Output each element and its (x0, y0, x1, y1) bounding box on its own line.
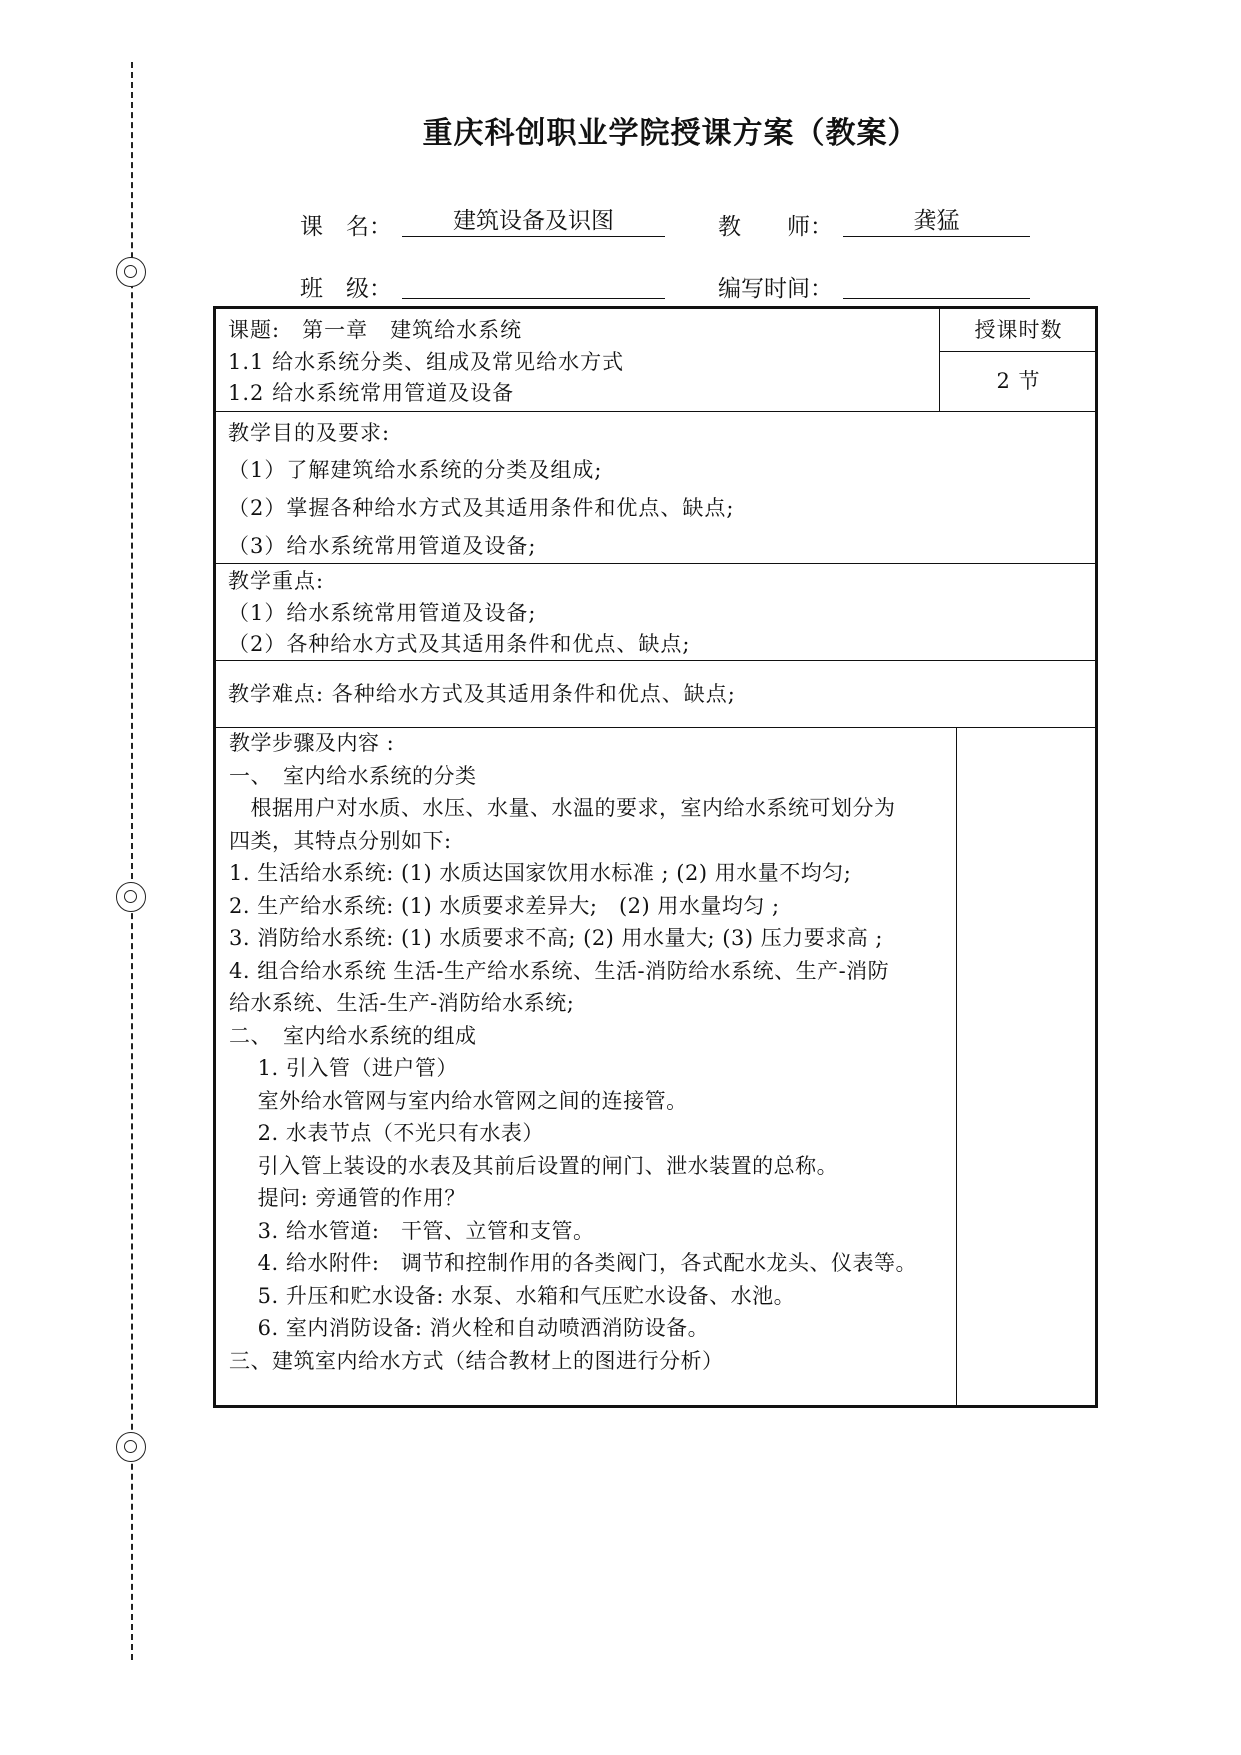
steps-line: 二、 室内给水系统的组成 (229, 1023, 477, 1048)
steps-line: 2. 水表节点（不光只有水表） (229, 1121, 544, 1145)
hours-value: 2 节 (996, 369, 1041, 393)
topic-section-1: 1.1 给水系统分类、组成及常见给水方式 (228, 350, 625, 374)
date-label: 编写时间： (718, 276, 833, 302)
course-label: 课 名： (300, 214, 392, 240)
steps-line: 一、 室内给水系统的分类 (229, 763, 477, 788)
steps-line: 5. 升压和贮水设备: 水泵、水箱和气压贮水设备、水池。 (229, 1283, 796, 1308)
steps-line: 四类，其特点分别如下: (229, 828, 452, 853)
steps-line: 3. 给水管道: 干管、立管和支管。 (229, 1218, 595, 1243)
steps-line: 三、建筑室内给水方式（结合教材上的图进行分析） (229, 1348, 724, 1373)
class-label: 班 级： (300, 276, 392, 302)
steps-line: 引入管上装设的水表及其前后设置的闸门、泄水装置的总称。 (229, 1153, 839, 1178)
steps-line: 6. 室内消防设备: 消火栓和自动喷洒消防设备。 (229, 1316, 710, 1340)
row-divider (216, 563, 1095, 564)
topic-section-2: 1.2 给水系统常用管道及设备 (228, 381, 515, 405)
objective-item: （3）给水系统常用管道及设备; (228, 534, 537, 558)
steps-line: 3. 消防给水系统: (1) 水质要求不高; (2) 用水量大; (3) 压力要求高 ; (229, 926, 883, 950)
row-divider (216, 660, 1095, 661)
row-divider (216, 411, 1095, 412)
teacher-value: 龚猛 (843, 206, 1030, 237)
hours-label: 授课时数 (974, 318, 1063, 342)
binding-hole-icon (116, 882, 146, 912)
binding-dashed-line (131, 62, 133, 1660)
steps-cell (229, 727, 917, 1377)
difficulty-text: 教学难点: 各种给水方式及其适用条件和优点、缺点; (228, 682, 736, 706)
steps-line: 4. 给水附件: 调节和控制作用的各类阀门，各式配水龙头、仪表等。 (229, 1251, 917, 1275)
steps-line: 根据用户对水质、水压、水量、水温的要求，室内给水系统可划分为 (229, 796, 896, 820)
lesson-plan-table (213, 306, 1098, 1408)
topic-title: 课题: 第一章 建筑给水系统 (228, 318, 523, 342)
steps-line: 教学步骤及内容 : (229, 731, 395, 755)
objective-item: （2）掌握各种给水方式及其适用条件和优点、缺点; (228, 496, 735, 520)
date-value (843, 268, 1030, 299)
steps-line: 4. 组合给水系统 生活-生产给水系统、生活-消防给水系统、生产-消防 (229, 958, 890, 983)
steps-line: 提问: 旁通管的作用？ (229, 1186, 466, 1210)
steps-line: 给水系统、生活-生产-消防给水系统; (229, 991, 575, 1015)
steps-side-divider (956, 727, 957, 1408)
key-points-heading: 教学重点: (228, 569, 325, 593)
steps-line: 2. 生产给水系统: (1) 水质要求差异大; (2) 用水量均匀 ; (229, 893, 780, 918)
key-point-item: （1）给水系统常用管道及设备; (228, 601, 537, 625)
objective-item: （1）了解建筑给水系统的分类及组成; (228, 458, 603, 482)
teacher-label: 教 师： (718, 214, 833, 240)
steps-line: 1. 生活给水系统: (1) 水质达国家饮用水标准 ; (2) 用水量不均匀; (229, 861, 852, 885)
binding-hole-icon (116, 257, 146, 287)
key-point-item: （2）各种给水方式及其适用条件和优点、缺点; (228, 632, 691, 656)
steps-line: 1. 引入管（进户管） (229, 1056, 458, 1080)
hours-header-divider (939, 351, 1095, 352)
steps-line: 室外给水管网与室内给水管网之间的连接管。 (229, 1088, 688, 1113)
objectives-heading: 教学目的及要求: (228, 421, 391, 445)
document-title: 重庆科创职业学院授课方案（教案） (422, 116, 919, 151)
course-value: 建筑设备及识图 (402, 206, 665, 237)
class-value (402, 268, 665, 299)
binding-hole-icon (116, 1432, 146, 1462)
